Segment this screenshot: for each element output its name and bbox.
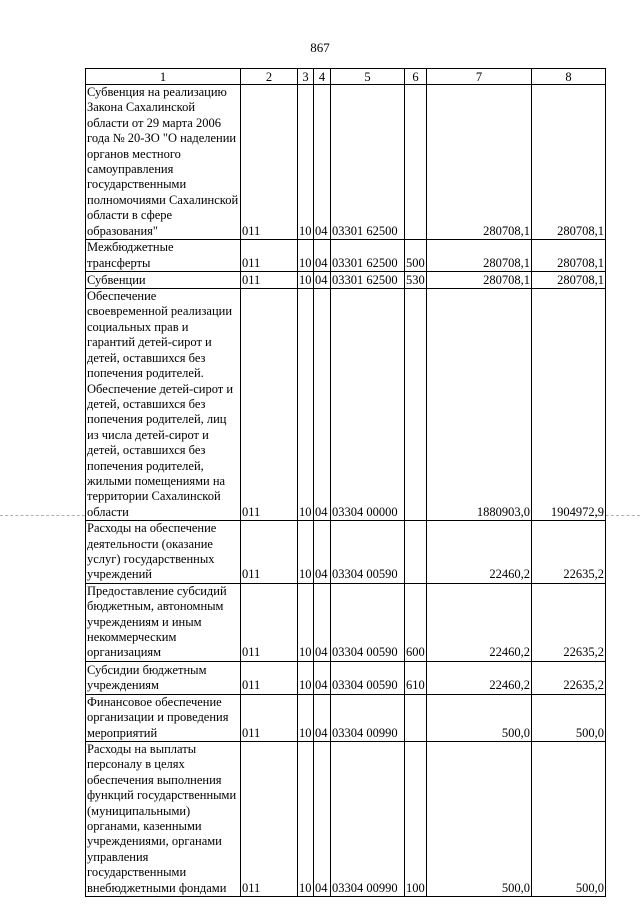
cell-target-article: 03304 00590 [331,583,405,661]
cell-amount-year2: 1904972,9 [532,289,606,521]
cell-target-article: 03304 00000 [331,289,405,521]
table-row [86,694,606,741]
cell-amount-year1: 1880903,0 [427,289,532,521]
cell-amount-year1: 22460,2 [427,521,532,584]
cell-ministry-code: 011 [241,694,298,741]
cell-subsection: 04 [314,583,331,661]
cell-amount-year2: 22635,2 [532,521,606,584]
cell-subsection: 04 [314,272,331,289]
cell-amount-year2: 280708,1 [532,240,606,272]
cell-ministry-code: 011 [241,521,298,584]
cell-section: 10 [298,521,314,584]
cell-amount-year1: 22460,2 [427,583,532,661]
column-header: 3 [298,69,314,85]
cell-section: 10 [298,240,314,272]
cell-target-article: 03304 00990 [331,742,405,897]
cell-subsection: 04 [314,85,331,240]
cell-amount-year1: 22460,2 [427,661,532,694]
cell-amount-year1: 500,0 [427,694,532,741]
cell-ministry-code: 011 [241,583,298,661]
table-row [86,289,606,521]
cell-subsection: 04 [314,742,331,897]
row-name: Субвенция на реализацию Закона Сахалинской области от 29 марта 2006 года № 20-ЗО "О наделении органов местного самоуправления государственными полномочиями Сахалинской области в сфере образования" [86,85,241,240]
cell-subsection: 04 [314,694,331,741]
cell-target-article: 03304 00590 [331,661,405,694]
cell-amount-year1: 280708,1 [427,240,532,272]
column-header: 5 [331,69,405,85]
table-row [86,240,606,272]
cell-section: 10 [298,742,314,897]
header-row [86,69,606,85]
cell-amount-year2: 280708,1 [532,272,606,289]
cell-subsection: 04 [314,240,331,272]
cell-ministry-code: 011 [241,85,298,240]
table-row [86,742,606,897]
column-header: 2 [241,69,298,85]
cell-expense-type [405,521,427,584]
page-number: 867 [310,40,330,55]
cell-amount-year2: 280708,1 [532,85,606,240]
cell-ministry-code: 011 [241,289,298,521]
column-header: 7 [427,69,532,85]
cell-expense-type [405,85,427,240]
cell-ministry-code: 011 [241,742,298,897]
row-name: Расходы на обеспечение деятельности (оказание услуг) государственных учреждений [86,521,241,584]
budget-table [85,68,606,897]
table-row [86,272,606,289]
cell-expense-type: 610 [405,661,427,694]
row-name: Межбюджетные трансферты [86,240,241,272]
table-row [86,521,606,584]
cell-expense-type: 100 [405,742,427,897]
table-row [86,583,606,661]
cell-subsection: 04 [314,661,331,694]
cell-ministry-code: 011 [241,272,298,289]
cell-subsection: 04 [314,289,331,521]
row-name: Субвенции [86,272,241,289]
cell-section: 10 [298,694,314,741]
column-header: 6 [405,69,427,85]
table-row [86,661,606,694]
column-header: 1 [86,69,241,85]
row-name: Предоставление субсидий бюджетным, автономным учреждениям и иным некоммерческим организациям [86,583,241,661]
cell-amount-year1: 500,0 [427,742,532,897]
cell-section: 10 [298,661,314,694]
cell-ministry-code: 011 [241,661,298,694]
scan-artifact-line-left [0,515,85,516]
cell-expense-type: 600 [405,583,427,661]
cell-expense-type: 530 [406,272,425,287]
cell-target-article: 03304 00990 [331,694,405,741]
cell-target-article: 03301 62500 [331,85,405,240]
cell-expense-type: 500 [405,240,427,272]
cell-section: 10 [298,289,314,521]
cell-amount-year1: 280708,1 [427,85,532,240]
cell-section: 10 [298,85,314,240]
cell-amount-year2: 22635,2 [532,661,606,694]
row-name: Финансовое обеспечение организации и проведения мероприятий [86,694,241,741]
cell-ministry-code: 011 [241,240,298,272]
cell-amount-year2: 22635,2 [532,583,606,661]
column-header: 8 [532,69,606,85]
cell-section: 10 [298,583,314,661]
cell-amount-year2: 500,0 [532,742,606,897]
cell-target-article: 03301 62500 [331,240,405,272]
cell-subsection: 04 [314,521,331,584]
cell-expense-type [405,289,427,521]
cell-amount-year1: 280708,1 [427,272,532,289]
row-name: Обеспечение своевременной реализации социальных прав и гарантий детей-сирот и детей, оставшихся без попечения родителей. Обеспечение детей-сирот и детей, оставшихся без попечения родителей, лиц из числа детей-сирот и детей, оставшихся без попечения родителей, жилыми помещениями на территории Сахалинской области [86,289,241,521]
table-row [86,85,606,240]
column-header: 4 [314,69,331,85]
cell-amount-year2: 500,0 [532,694,606,741]
cell-target-article: 03301 62500 [331,272,405,289]
row-name: Субсидии бюджетным учреждениям [86,661,241,694]
row-name: Расходы на выплаты персоналу в целях обеспечения выполнения функций государственными (муниципальными) органами, казенными учреждениями, органами управления государственными внебюджетными фондами [86,742,241,897]
cell-section: 10 [299,272,312,287]
cell-target-article: 03304 00590 [331,521,405,584]
cell-expense-type [405,694,427,741]
